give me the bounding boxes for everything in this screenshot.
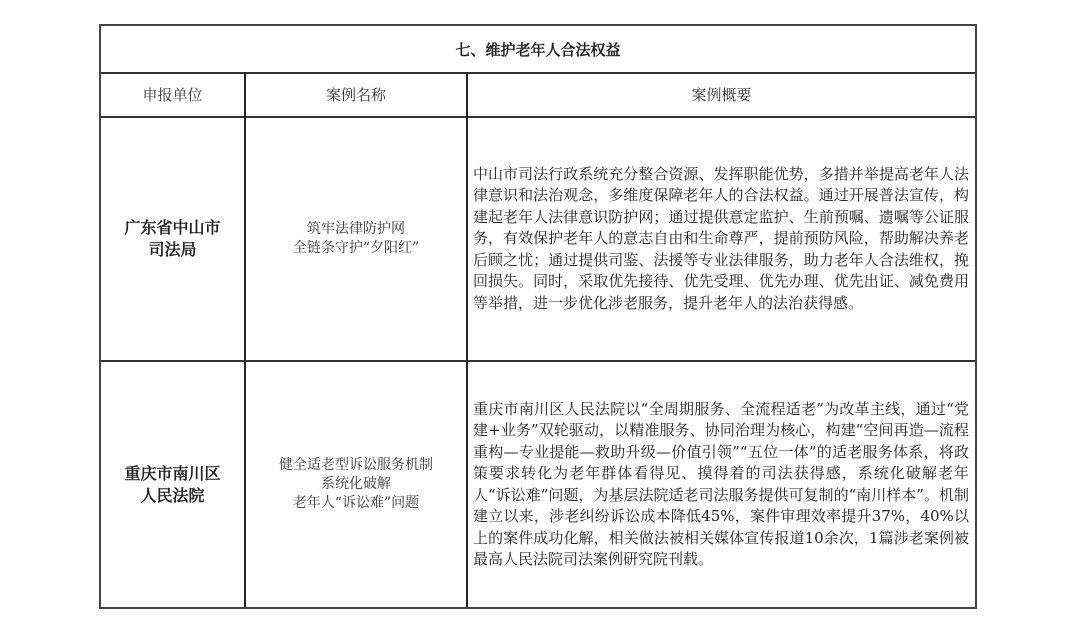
case-name-line: 老年人“诉讼难”问题 — [292, 495, 420, 511]
header-case-name: 案例名称 — [246, 72, 466, 118]
unit-line: 重庆市南川区 — [124, 463, 221, 483]
case-name-line: 健全适老型诉讼服务机制 — [279, 457, 433, 473]
case-name — [246, 362, 466, 607]
summary-text: 重庆市南川区人民法院以“全周期服务、全流程适老”为改革主线，通过“党建+业务”双轮驱动，以精准服务、协同治理为核心，构建“空间再造—流程重构—专业提能—救助升级—价值引领”“五位一体”的适老服务体系，将政策要求转化为老年群体看得见、摸得着的司法获得感，系统化破解老年人“诉讼难”问题，为基层法院适老司法服务提供可复制的“南川样本”。机制建立以来，涉老纠纷诉讼成本降低45%，案件审理效率提升37%，40%以上的案件成功化解，相关做法被相关媒体宣传报道10余次，1篇涉老案例被最高人民法院司法案例研究院刊载。 — [473, 399, 969, 568]
case-name — [246, 118, 466, 360]
table-row — [101, 118, 975, 362]
reporting-unit — [101, 118, 244, 360]
reporting-unit — [101, 362, 244, 607]
table-row — [101, 362, 975, 607]
case-name-line: 全链条守护“夕阳红” — [292, 240, 420, 256]
case-summary — [468, 362, 975, 607]
summary-text: 中山市司法行政系统充分整合资源、发挥职能优势，多措并举提高老年人法律意识和法治观念，多维度保障老年人的合法权益。通过开展普法宣传，构建起老年人法律意识防护网；通过提供意定监护、生前预嘱、遗嘱等公证服务，有效保护老年人的意志自由和生命尊严，提前预防风险，帮助解决养老后顾之忧；通过提供司鉴、法援等专业法律服务，助力老年人合法维权，挽回损失。同时，采取优先接待、优先受理、优先办理、优先出证、减免费用等举措，进一步优化涉老服务，提升老年人的法治获得感。 — [473, 164, 969, 312]
table-title: 七、维护老年人合法权益 — [101, 26, 975, 74]
unit-line: 人民法院 — [140, 485, 205, 505]
case-name-line: 筑牢法律防护网 — [306, 221, 405, 237]
case-table — [99, 24, 977, 609]
unit-line: 司法局 — [148, 240, 197, 259]
header-case-summary: 案例概要 — [468, 72, 975, 118]
case-name-line: 系统化破解 — [321, 476, 391, 492]
header-reporting-unit: 申报单位 — [101, 72, 244, 118]
case-summary — [468, 118, 975, 360]
unit-line: 广东省中山市 — [124, 218, 221, 237]
